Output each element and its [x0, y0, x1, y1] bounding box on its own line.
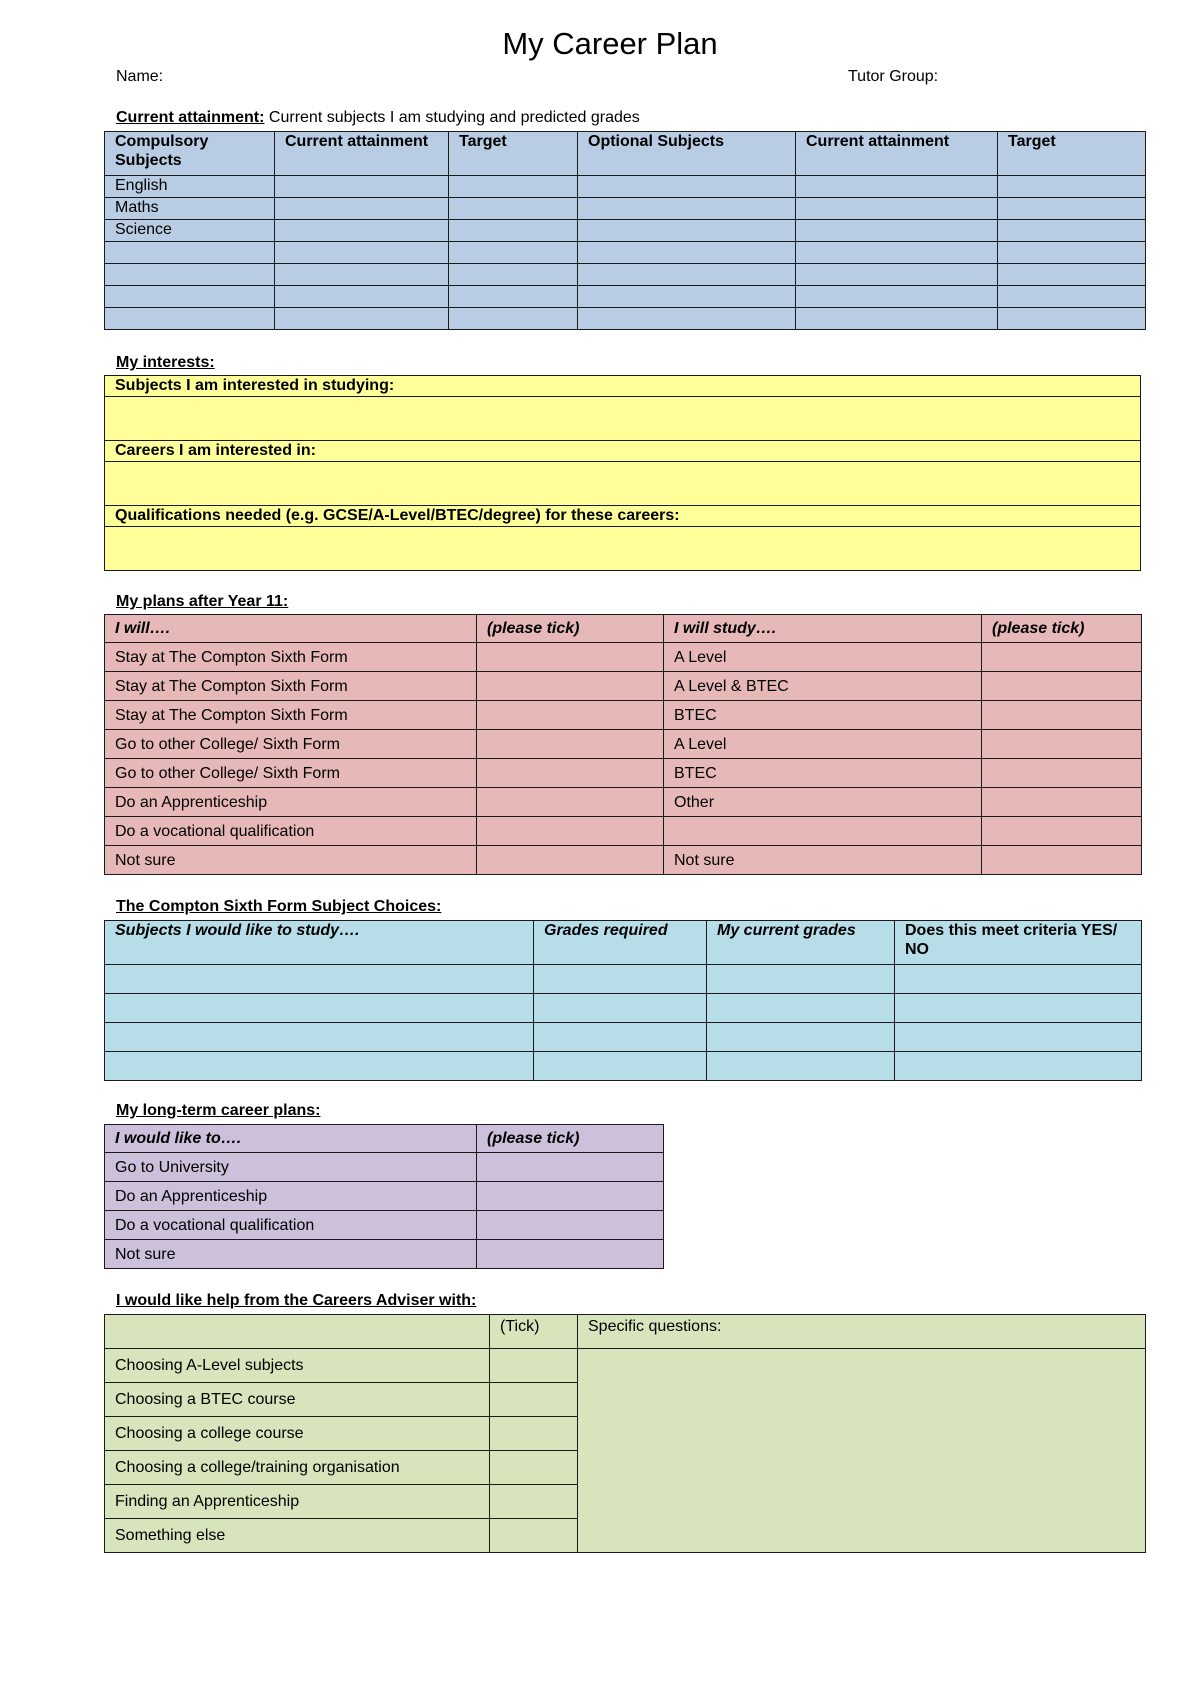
study-option: A Level — [664, 730, 982, 759]
input-cell[interactable] — [275, 220, 449, 242]
tick-cell[interactable] — [477, 672, 664, 701]
input-cell[interactable] — [578, 242, 796, 264]
subject-cell: Science — [105, 220, 275, 242]
input-cell[interactable] — [707, 965, 895, 994]
subject-cell: English — [105, 176, 275, 198]
help-heading: I would like help from the Careers Adviser with: — [116, 1292, 477, 1309]
choices-heading: The Compton Sixth Form Subject Choices: — [116, 898, 442, 915]
tick-cell[interactable] — [982, 817, 1142, 846]
column-header: I will study…. — [664, 615, 982, 643]
page-title: My Career Plan — [502, 26, 718, 61]
plan-option: Do a vocational qualification — [105, 817, 477, 846]
subject-cell[interactable] — [105, 308, 275, 330]
table-row — [105, 220, 1146, 242]
input-cell[interactable] — [578, 286, 796, 308]
qualifications-label: Qualifications needed (e.g. GCSE/A-Level/BTEC/degree) for these careers: — [105, 506, 1141, 527]
tick-cell[interactable] — [982, 643, 1142, 672]
study-option: BTEC — [664, 759, 982, 788]
input-cell[interactable] — [275, 176, 449, 198]
study-option: BTEC — [664, 701, 982, 730]
help-option: Choosing a college course — [105, 1417, 490, 1451]
input-cell[interactable] — [998, 198, 1146, 220]
plan-option: Stay at The Compton Sixth Form — [105, 701, 477, 730]
table-row — [105, 701, 1142, 730]
input-cell[interactable] — [578, 198, 796, 220]
tick-cell[interactable] — [982, 672, 1142, 701]
table-row — [105, 176, 1146, 198]
help-option: Finding an Apprenticeship — [105, 1485, 490, 1519]
input-cell[interactable] — [796, 308, 998, 330]
table-row — [105, 643, 1142, 672]
longterm-option: Not sure — [105, 1240, 477, 1269]
table-row — [105, 994, 1142, 1023]
tick-cell[interactable] — [982, 759, 1142, 788]
study-option — [664, 817, 982, 846]
tick-cell[interactable] — [982, 701, 1142, 730]
specific-questions-label: Specific questions: — [578, 1315, 1146, 1349]
input-cell[interactable] — [796, 242, 998, 264]
plan-option: Stay at The Compton Sixth Form — [105, 643, 477, 672]
column-header: Compulsory Subjects — [105, 132, 275, 176]
study-option: A Level & BTEC — [664, 672, 982, 701]
input-cell[interactable] — [895, 1052, 1142, 1081]
tick-cell[interactable] — [490, 1485, 578, 1519]
tick-header: (Tick) — [490, 1315, 578, 1349]
column-header: Target — [449, 132, 578, 176]
input-cell[interactable] — [796, 220, 998, 242]
column-header: My current grades — [707, 921, 895, 965]
column-header: Current attainment — [796, 132, 998, 176]
tick-cell[interactable] — [477, 701, 664, 730]
column-header: Optional Subjects — [578, 132, 796, 176]
input-cell[interactable] — [449, 308, 578, 330]
tick-cell[interactable] — [477, 643, 664, 672]
input-cell[interactable] — [449, 286, 578, 308]
table-row — [105, 264, 1146, 286]
name-label: Name: — [116, 68, 164, 85]
longterm-heading: My long-term career plans: — [116, 1102, 321, 1119]
input-cell[interactable] — [534, 1052, 707, 1081]
subjects-interest-field[interactable] — [105, 397, 1141, 441]
tick-cell[interactable] — [982, 846, 1142, 875]
input-cell[interactable] — [998, 220, 1146, 242]
input-cell[interactable] — [534, 994, 707, 1023]
table-row — [105, 788, 1142, 817]
input-cell[interactable] — [275, 264, 449, 286]
subject-cell: Maths — [105, 198, 275, 220]
careers-interest-label: Careers I am interested in: — [105, 441, 1141, 462]
tick-cell[interactable] — [490, 1349, 578, 1383]
input-cell[interactable] — [105, 1023, 534, 1052]
tick-cell[interactable] — [490, 1383, 578, 1417]
table-row — [105, 730, 1142, 759]
longterm-table — [104, 1124, 664, 1269]
plans-table — [104, 614, 1142, 875]
help-table — [104, 1314, 1146, 1553]
choices-table — [104, 920, 1142, 1081]
input-cell[interactable] — [534, 1023, 707, 1052]
table-row — [105, 308, 1146, 330]
longterm-option: Do an Apprenticeship — [105, 1182, 477, 1211]
table-row — [105, 846, 1142, 875]
subject-cell[interactable] — [105, 242, 275, 264]
attainment-heading: Current attainment: — [116, 109, 265, 126]
attainment-header-row — [105, 132, 1146, 176]
table-row — [105, 242, 1146, 264]
help-option: Choosing a BTEC course — [105, 1383, 490, 1417]
input-cell[interactable] — [796, 176, 998, 198]
input-cell[interactable] — [998, 176, 1146, 198]
input-cell[interactable] — [707, 994, 895, 1023]
table-row — [105, 759, 1142, 788]
blank-header — [105, 1315, 490, 1349]
column-header: I would like to…. — [105, 1125, 477, 1153]
tick-cell[interactable] — [477, 1240, 664, 1269]
input-cell[interactable] — [895, 1023, 1142, 1052]
input-cell[interactable] — [895, 994, 1142, 1023]
input-cell[interactable] — [105, 1052, 534, 1081]
input-cell[interactable] — [105, 965, 534, 994]
input-cell[interactable] — [578, 220, 796, 242]
attainment-subheading: Current subjects I am studying and predicted grades — [268, 109, 640, 126]
tick-cell[interactable] — [477, 846, 664, 875]
input-cell[interactable] — [449, 242, 578, 264]
subject-cell[interactable] — [105, 286, 275, 308]
specific-questions-field[interactable] — [578, 1349, 1146, 1553]
table-row — [105, 1240, 664, 1269]
column-header: (please tick) — [477, 1125, 664, 1153]
input-cell[interactable] — [796, 198, 998, 220]
tick-cell[interactable] — [982, 788, 1142, 817]
study-option: Other — [664, 788, 982, 817]
tick-cell[interactable] — [490, 1451, 578, 1485]
input-cell[interactable] — [449, 198, 578, 220]
help-option: Choosing a college/training organisation — [105, 1451, 490, 1485]
interests-table — [104, 375, 1141, 571]
table-row — [105, 1153, 664, 1182]
table-row — [105, 965, 1142, 994]
input-cell[interactable] — [707, 1023, 895, 1052]
input-cell[interactable] — [578, 264, 796, 286]
input-cell[interactable] — [998, 264, 1146, 286]
column-header: Grades required — [534, 921, 707, 965]
tick-cell[interactable] — [477, 759, 664, 788]
table-row — [105, 672, 1142, 701]
input-cell[interactable] — [796, 264, 998, 286]
subjects-interest-label: Subjects I am interested in studying: — [105, 376, 1141, 397]
input-cell[interactable] — [105, 994, 534, 1023]
input-cell[interactable] — [578, 176, 796, 198]
input-cell[interactable] — [534, 965, 707, 994]
table-row — [105, 1182, 664, 1211]
column-header: (please tick) — [982, 615, 1142, 643]
input-cell[interactable] — [275, 286, 449, 308]
input-cell[interactable] — [449, 220, 578, 242]
plans-heading: My plans after Year 11: — [116, 593, 289, 610]
attainment-table — [104, 131, 1146, 330]
careers-interest-field[interactable] — [105, 462, 1141, 506]
input-cell[interactable] — [998, 286, 1146, 308]
tutor-group-label: Tutor Group: — [848, 68, 939, 85]
table-row — [105, 1052, 1142, 1081]
input-cell[interactable] — [449, 176, 578, 198]
input-cell[interactable] — [578, 308, 796, 330]
plan-option: Go to other College/ Sixth Form — [105, 730, 477, 759]
plan-option: Stay at The Compton Sixth Form — [105, 672, 477, 701]
tick-cell[interactable] — [477, 730, 664, 759]
column-header: I will…. — [105, 615, 477, 643]
table-row — [105, 1211, 664, 1240]
input-cell[interactable] — [796, 286, 998, 308]
tick-cell[interactable] — [982, 730, 1142, 759]
table-row — [105, 1349, 1146, 1383]
interests-heading: My interests: — [116, 354, 215, 371]
tick-cell[interactable] — [477, 817, 664, 846]
plan-option: Go to other College/ Sixth Form — [105, 759, 477, 788]
input-cell[interactable] — [275, 198, 449, 220]
table-row — [105, 198, 1146, 220]
input-cell[interactable] — [998, 308, 1146, 330]
input-cell[interactable] — [707, 1052, 895, 1081]
help-option: Choosing A-Level subjects — [105, 1349, 490, 1383]
tick-cell[interactable] — [490, 1417, 578, 1451]
plan-option: Not sure — [105, 846, 477, 875]
plan-option: Do an Apprenticeship — [105, 788, 477, 817]
input-cell[interactable] — [275, 308, 449, 330]
input-cell[interactable] — [275, 242, 449, 264]
column-header: Subjects I would like to study…. — [105, 921, 534, 965]
study-option: Not sure — [664, 846, 982, 875]
input-cell[interactable] — [895, 965, 1142, 994]
table-row — [105, 817, 1142, 846]
tick-cell[interactable] — [477, 1211, 664, 1240]
longterm-option: Go to University — [105, 1153, 477, 1182]
longterm-option: Do a vocational qualification — [105, 1211, 477, 1240]
column-header: Current attainment — [275, 132, 449, 176]
input-cell[interactable] — [998, 242, 1146, 264]
study-option: A Level — [664, 643, 982, 672]
column-header: Does this meet criteria YES/ NO — [895, 921, 1142, 965]
table-row — [105, 286, 1146, 308]
column-header: Target — [998, 132, 1146, 176]
input-cell[interactable] — [449, 264, 578, 286]
table-row — [105, 1023, 1142, 1052]
qualifications-field[interactable] — [105, 527, 1141, 571]
help-option: Something else — [105, 1519, 490, 1553]
tick-cell[interactable] — [490, 1519, 578, 1553]
tick-cell[interactable] — [477, 1182, 664, 1211]
subject-cell[interactable] — [105, 264, 275, 286]
attainment-section-title — [116, 109, 640, 127]
tick-cell[interactable] — [477, 1153, 664, 1182]
column-header: (please tick) — [477, 615, 664, 643]
tick-cell[interactable] — [477, 788, 664, 817]
